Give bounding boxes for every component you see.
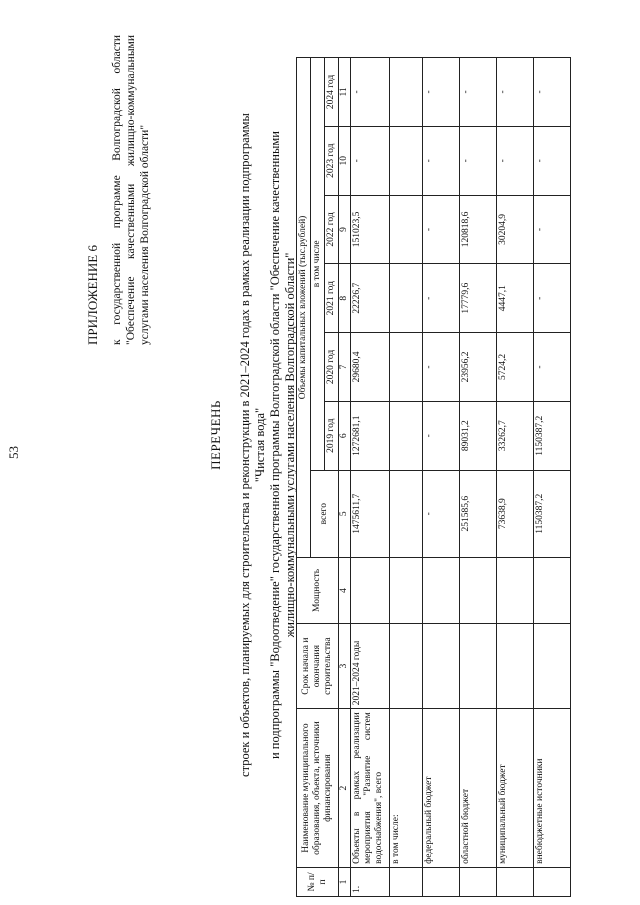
row-value: 1475611,7 [351,470,390,557]
capital-investment-table [296,57,571,897]
row-num [460,867,497,896]
row-value: - [534,333,571,402]
column-index: 10 [339,126,351,195]
table-row [423,58,460,897]
row-name: муниципальный бюджет [497,709,534,868]
column-index: 11 [339,58,351,127]
row-value: 33262,7 [497,401,534,470]
row-value: - [351,58,390,127]
row-value: 1150387,2 [534,470,571,557]
row-power [497,557,534,623]
row-name: областной бюджет [460,709,497,868]
row-value: - [423,401,460,470]
row-value: 120818,6 [460,195,497,264]
row-name: федеральный бюджет [423,709,460,868]
row-value: - [534,195,571,264]
row-term [534,624,571,709]
column-index: 4 [339,557,351,623]
header-year: 2019 год [325,401,339,470]
row-value: 73638,9 [497,470,534,557]
row-value: 1272681,1 [351,401,390,470]
document-subheading [238,95,298,795]
header-total: всего [311,470,339,557]
row-value: - [460,58,497,127]
row-name: внебюджетные источники [534,709,571,868]
row-value: - [423,470,460,557]
row-term [460,624,497,709]
row-value: 5724,2 [497,333,534,402]
table-row [497,58,534,897]
row-term [497,624,534,709]
column-index: 3 [339,624,351,709]
row-value: - [534,58,571,127]
row-value: - [423,195,460,264]
row-value [390,333,423,402]
column-index: 2 [339,709,351,868]
column-index: 1 [339,867,351,896]
header-name: Наименование муниципального образования, объекта, источники финансирования [297,709,339,868]
row-power [534,557,571,623]
header-year: 2021 год [325,264,339,333]
row-num [497,867,534,896]
header-year: 2022 год [325,195,339,264]
row-value: 30204,9 [497,195,534,264]
row-value: 29680,4 [351,333,390,402]
row-value: - [423,126,460,195]
column-index: 6 [339,401,351,470]
header-term: Срок начала и окончания строительства [297,624,339,709]
row-num [390,867,423,896]
row-value [390,401,423,470]
row-value: - [423,264,460,333]
row-value: 251585,6 [460,470,497,557]
header-year: 2020 год [325,333,339,402]
row-term: 2021–2024 годы [351,624,390,709]
column-index: 5 [339,470,351,557]
row-name: в том числе: [390,709,423,868]
header-num: № п/п [297,867,339,896]
header-year: 2023 год [325,126,339,195]
subheading-line: жилищно-коммунальными услугами населения Волгоградской области" [283,252,297,638]
row-value: 17779,6 [460,264,497,333]
row-name: Объекты в рамках реализации мероприятия "Развитие систем водоснабжения", всего [351,709,390,868]
appendix-title: ПРИЛОЖЕНИЕ 6 [85,245,100,345]
row-term [390,624,423,709]
row-value: - [534,264,571,333]
header-power: Мощность [297,557,339,623]
table-row [390,58,423,897]
row-value [390,470,423,557]
row-value: - [497,58,534,127]
column-index: 8 [339,264,351,333]
row-value [390,58,423,127]
row-num [534,867,571,896]
row-value: - [460,126,497,195]
table-row [534,58,571,897]
column-index: 9 [339,195,351,264]
row-value: - [534,126,571,195]
row-value [390,264,423,333]
header-volumes: Объемы капитальных вложений (тыс.рублей) [297,58,311,558]
appendix-body: к государственной программе Волгоградской области "Обеспечение качественными жилищно-коммунальными услугами населения Волгоградской области" [111,35,151,345]
header-including: в том числе [311,58,325,471]
subheading-line: и подпрограммы "Водоотведение" государственной программы Волгоградской области "Обеспечение качественными [268,131,282,760]
row-value: 1150387,2 [534,401,571,470]
row-num: 1. [351,867,390,896]
appendix-block [86,35,152,345]
row-power [423,557,460,623]
row-value: - [497,126,534,195]
row-power [351,557,390,623]
row-value: 23956,2 [460,333,497,402]
row-value: 151023,5 [351,195,390,264]
row-num [423,867,460,896]
row-value: 4447,1 [497,264,534,333]
row-power [390,557,423,623]
row-value: 22226,7 [351,264,390,333]
document-heading: ПЕРЕЧЕНЬ [208,400,223,470]
row-value: 89031,2 [460,401,497,470]
page-number: 53 [6,446,21,459]
row-power [460,557,497,623]
row-value: - [423,333,460,402]
row-value: - [351,126,390,195]
subheading-line: строек и объектов, планируемых для строительства и реконструкции в 2021–2024 годах в рамках реализации подпрограммы "Чистая вода" [238,113,267,777]
row-value [390,195,423,264]
row-term [423,624,460,709]
table-row [351,58,390,897]
column-index: 7 [339,333,351,402]
table-row [460,58,497,897]
header-year: 2024 год [325,58,339,127]
row-value [390,126,423,195]
row-value: - [423,58,460,127]
